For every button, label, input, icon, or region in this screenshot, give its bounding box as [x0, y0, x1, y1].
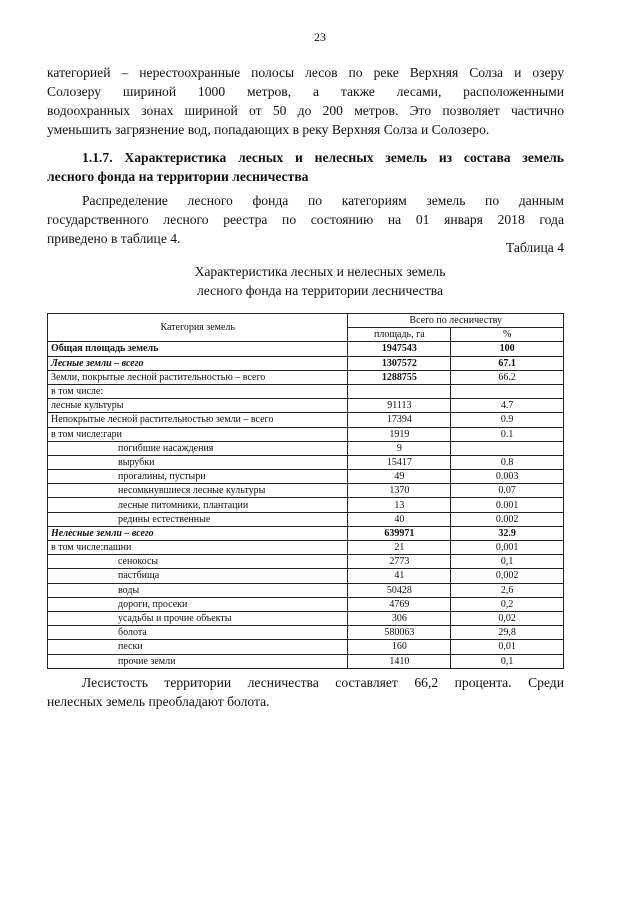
table-row [48, 526, 564, 540]
table-row [48, 370, 564, 384]
row-area: 9 [348, 441, 451, 455]
heading-line: 1.1.7. Характеристика лесных и нелесных земель из состава земель [82, 150, 564, 165]
row-category: несомкнувшиеся лесные культуры [48, 484, 348, 498]
row-category: погибшие насаждения [48, 441, 348, 455]
row-area: 306 [348, 611, 451, 625]
table-row [48, 597, 564, 611]
row-percent: 4.7 [451, 399, 564, 413]
row-area: 1288755 [348, 370, 451, 384]
row-area: 2773 [348, 555, 451, 569]
row-percent: 0.07 [451, 484, 564, 498]
row-category: пастбища [48, 569, 348, 583]
paragraph-line: Солозеру шириной 1000 метров, а также лесами, расположенными [47, 84, 564, 99]
row-area: 41 [348, 569, 451, 583]
row-category: Земли, покрытые лесной растительностью – всего [48, 370, 348, 384]
row-category: вырубки [48, 455, 348, 469]
paragraph-forest-cover [47, 673, 564, 711]
row-category: пески [48, 640, 348, 654]
header-group: Всего по лесничеству [348, 314, 564, 328]
row-percent: 0.001 [451, 498, 564, 512]
land-categories-table [47, 313, 564, 669]
row-area: 49 [348, 470, 451, 484]
row-area [348, 384, 451, 398]
paragraph-line: государственного лесного реестра по состоянию на 01 января 2018 года [47, 212, 564, 227]
table-row [48, 413, 564, 427]
row-category: дороги, просеки [48, 597, 348, 611]
table-title-line: лесного фонда на территории лесничества [197, 283, 443, 298]
row-category: в том числе: [48, 384, 348, 398]
row-percent: 0.002 [451, 512, 564, 526]
row-category: Лесные земли – всего [48, 356, 348, 370]
table-title-line: Характеристика лесных и нелесных земель [194, 264, 446, 279]
row-percent: 0,2 [451, 597, 564, 611]
row-category: воды [48, 583, 348, 597]
row-percent: 100 [451, 342, 564, 356]
row-area: 1307572 [348, 356, 451, 370]
row-percent: 0.003 [451, 470, 564, 484]
header-percent: % [451, 328, 564, 342]
paragraph-line: приведено в таблице 4. [47, 231, 181, 246]
table-row [48, 611, 564, 625]
table-row [48, 569, 564, 583]
paragraph-line: категорией – нерестоохранные полосы лесов по реке Верхняя Солза и озеру [47, 65, 564, 80]
table-row [48, 342, 564, 356]
row-area: 21 [348, 541, 451, 555]
row-area: 160 [348, 640, 451, 654]
table-row [48, 441, 564, 455]
row-area: 40 [348, 512, 451, 526]
table-title [0, 262, 640, 300]
table-row [48, 484, 564, 498]
table-row [48, 541, 564, 555]
row-category: усадьбы и прочие объекты [48, 611, 348, 625]
table-row [48, 399, 564, 413]
table-row [48, 512, 564, 526]
row-area: 1919 [348, 427, 451, 441]
row-percent: 0.9 [451, 413, 564, 427]
table-row [48, 555, 564, 569]
row-area: 50428 [348, 583, 451, 597]
row-percent: 0,001 [451, 541, 564, 555]
row-area: 15417 [348, 455, 451, 469]
row-percent: 29,8 [451, 626, 564, 640]
table-row [48, 455, 564, 469]
row-percent: 0.8 [451, 455, 564, 469]
section-heading [47, 148, 564, 186]
row-percent: 0,02 [451, 611, 564, 625]
row-category: сенокосы [48, 555, 348, 569]
header-area: площадь, га [348, 328, 451, 342]
row-percent: 67.1 [451, 356, 564, 370]
row-percent: 0,01 [451, 640, 564, 654]
row-category: Общая площадь земель [48, 342, 348, 356]
row-percent: 0,002 [451, 569, 564, 583]
table-row [48, 470, 564, 484]
paragraph-line: Распределение лесного фонда по категориям земель по данным [82, 193, 564, 208]
row-percent: 66.2 [451, 370, 564, 384]
row-category: Непокрытые лесной растительностью земли – всего [48, 413, 348, 427]
paragraph-intro [47, 63, 564, 139]
table-row [48, 626, 564, 640]
heading-line: лесного фонда на территории лесничества [47, 169, 309, 184]
row-percent: 0.1 [451, 427, 564, 441]
row-percent: 2,6 [451, 583, 564, 597]
row-percent [451, 384, 564, 398]
table-row [48, 356, 564, 370]
table-caption: Таблица 4 [505, 240, 564, 255]
row-percent: 0,1 [451, 654, 564, 668]
row-category: прогалины, пустыри [48, 470, 348, 484]
row-category: лесные питомники, плантации [48, 498, 348, 512]
paragraph-line: уменьшить загрязнение вод, попадающих в реку Верхняя Солза и Солозеро. [47, 122, 490, 137]
row-area: 1370 [348, 484, 451, 498]
paragraph-distribution [47, 191, 564, 248]
row-percent: 32.9 [451, 526, 564, 540]
row-category: Нелесные земли – всего [48, 526, 348, 540]
table-row [48, 640, 564, 654]
row-area: 91113 [348, 399, 451, 413]
table-row [48, 583, 564, 597]
row-category: лесные культуры [48, 399, 348, 413]
row-area: 639971 [348, 526, 451, 540]
row-category: редины естественные [48, 512, 348, 526]
table-row [48, 427, 564, 441]
row-percent: 0,1 [451, 555, 564, 569]
header-category: Категория земель [48, 314, 348, 342]
row-area: 4769 [348, 597, 451, 611]
row-area: 1410 [348, 654, 451, 668]
row-category: болота [48, 626, 348, 640]
row-category: прочие земли [48, 654, 348, 668]
row-percent [451, 441, 564, 455]
row-area: 17394 [348, 413, 451, 427]
table-row [48, 384, 564, 398]
paragraph-line: Лесистость территории лесничества составляет 66,2 процента. Среди [82, 675, 564, 690]
row-area: 13 [348, 498, 451, 512]
row-area: 580063 [348, 626, 451, 640]
paragraph-line: водоохранных зонах шириной от 50 до 200 метров. Это позволяет частично [47, 103, 564, 118]
page-number: 23 [314, 30, 326, 44]
paragraph-line: нелесных земель преобладают болота. [47, 694, 270, 709]
row-category: в том числе:пашни [48, 541, 348, 555]
row-category: в том числе:гари [48, 427, 348, 441]
table-row [48, 654, 564, 668]
table-row [48, 498, 564, 512]
row-area: 1947543 [348, 342, 451, 356]
